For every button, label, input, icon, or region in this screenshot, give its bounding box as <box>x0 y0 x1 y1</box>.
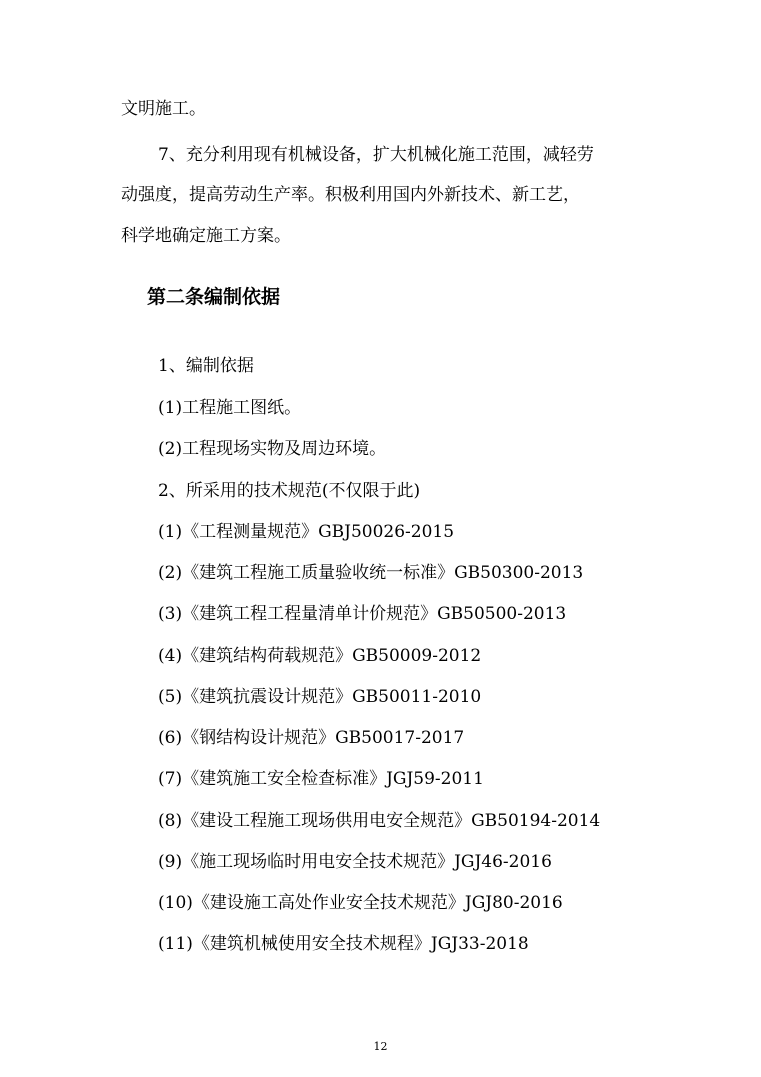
section-heading: 第二条编制依据 <box>147 286 281 308</box>
list-item: (1)工程施工图纸。 <box>158 398 302 418</box>
list-item: (10)《建设施工高处作业安全技术规范》JGJ80-2016 <box>158 893 563 913</box>
list-item: (5)《建筑抗震设计规范》GB50011-2010 <box>158 687 482 707</box>
list-item: (2)《建筑工程施工质量验收统一标准》GB50300-2013 <box>158 563 584 583</box>
list-item: 1、编制依据 <box>158 356 254 376</box>
list-item: (4)《建筑结构荷载规范》GB50009-2012 <box>158 646 482 666</box>
page-number: 12 <box>373 1040 388 1053</box>
list-item: 2、所采用的技术规范(不仅限于此) <box>158 481 421 501</box>
list-item: (7)《建筑施工安全检查标准》JGJ59-2011 <box>158 769 484 789</box>
paragraph-line: 科学地确定施工方案。 <box>121 226 291 246</box>
paragraph-line: 7、充分利用现有机械设备，扩大机械化施工范围，减轻劳 <box>158 145 594 165</box>
list-item: (2)工程现场实物及周边环境。 <box>158 439 387 459</box>
list-item: (9)《施工现场临时用电安全技术规范》JGJ46-2016 <box>158 852 552 872</box>
list-item: (1)《工程测量规范》GBJ50026-2015 <box>158 522 455 542</box>
paragraph-line: 文明施工。 <box>121 99 206 119</box>
list-item: (11)《建筑机械使用安全技术规程》JGJ33-2018 <box>158 934 529 954</box>
list-item: (6)《钢结构设计规范》GB50017-2017 <box>158 728 465 748</box>
list-item: (3)《建筑工程工程量清单计价规范》GB50500-2013 <box>158 604 567 624</box>
list-item: (8)《建设工程施工现场供用电安全规范》GB50194-2014 <box>158 811 601 831</box>
paragraph-line: 动强度，提高劳动生产率。积极利用国内外新技术、新工艺， <box>121 185 580 205</box>
